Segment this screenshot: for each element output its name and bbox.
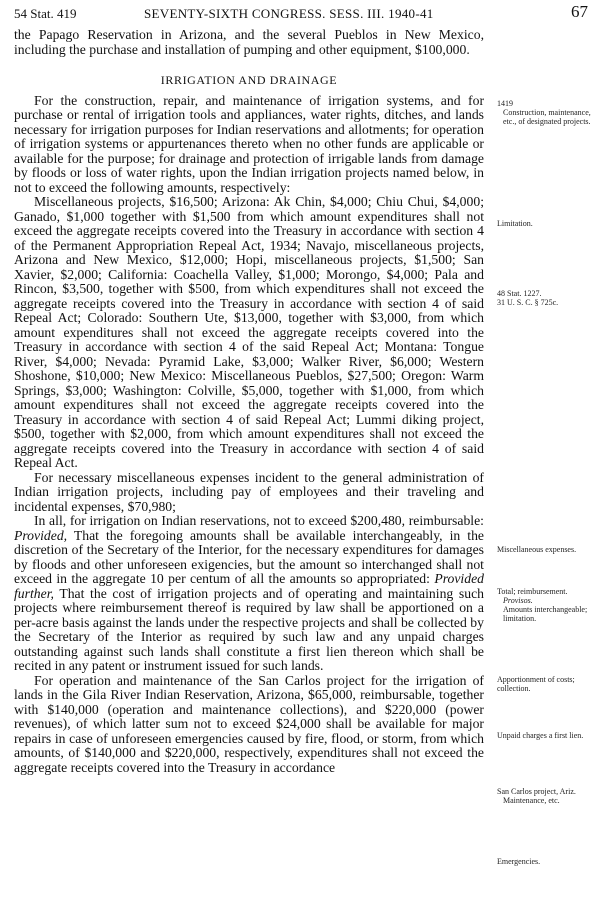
margin-note-limitation: Limitation. xyxy=(497,219,533,228)
margin-note-unpaid: Unpaid charges a first lien. xyxy=(497,731,584,740)
margin-usc-ref: 31 U. S. C. § 725c. xyxy=(497,298,559,307)
paragraph-construction: For the construction, repair, and maintenance of irrigation systems, and for purchase or rental of irrigation tools and appliances, water rights, ditches, and lands necessary for irrigation purposes for Indian reservations and allotments; for operation of irrigation systems or appurtenances thereto when no other funds are applicable or available for the purpose; for drainage and protection of irrigable lands from damage by floods or loss of water rights, upon the Indian irrigation projects named below, in not to exceed the following amounts, respectively: xyxy=(14,92,484,195)
page-number: 67 xyxy=(571,2,588,21)
margin-note-citation xyxy=(497,289,595,307)
paragraph-projects: Miscellaneous projects, $16,500; Arizona: Ak Chin, $4,000; Chiu Chui, $4,000; Ganado, $1,000 together with $1,500 from which amount expenditures shall not exceed the aggregate receipts covered into the Treasury in accordance with section 4 of the Permanent Appropriation Repeal Act, 1934; Navajo, miscellaneous projects, Arizona and New Mexico, $12,000; Hopi, miscellaneous projects, $1,500; San Xavier, $2,000; California: Coachella Valley, $1,000; Morongo, $4,000; Pala and Rincon, $3,500, together with $500, from which expenditures shall not exceed the aggregate receipts covered into the Treasury in accordance with section 4 of said Repeal Act; Colorado: Southern Ute, $13,000, together with $3,000, from which amount expenditures shall not exceed the aggregate receipts covered into the Treasury in accordance with section 4 of the said Repeal Act; Montana: Tongue River, $4,000; Nevada: Pyramid Lake, $3,000; Walker River, $6,000; Western Shoshone, $10,000; New Mexico: Miscellaneous Pueblos, $27,500; Oregon: Warm Springs, $3,000; Washington: Colville, $5,000, together with $1,000, from which amount expenditures shall not exceed the aggregate receipts covered into the Treasury in accordance with section 4 of said Repeal Act; Lummi diking project, $500, together with $2,000, from which amount expenditures shall not exceed the aggregate receipts covered into the Treasury in accordance with section 4 of said Repeal Act. xyxy=(14,194,484,470)
margin-note-emergencies: Emergencies. xyxy=(497,857,541,866)
margin-note-construction xyxy=(497,99,595,126)
running-head: SEVENTY-SIXTH CONGRESS. SESS. III. 1940-41 xyxy=(144,6,434,21)
provided-further-italic: Provided further, xyxy=(14,571,484,601)
margin-san-carlos: San Carlos project, Ariz. xyxy=(497,787,576,796)
margin-stat-ref: 48 Stat. 1227. xyxy=(497,289,542,298)
margin-ref: 1419 xyxy=(497,99,513,108)
margin-provisos: Provisos. xyxy=(503,596,533,605)
margin-interchangeable: Amounts interchangeable; limitation. xyxy=(503,605,588,623)
margin-note-misc-expenses: Miscellaneous expenses. xyxy=(497,545,577,554)
margin-note-san-carlos xyxy=(497,787,595,805)
statute-citation: 54 Stat. 419 xyxy=(14,6,77,21)
page-header xyxy=(14,4,588,24)
main-text xyxy=(14,28,484,775)
margin-note-total xyxy=(497,587,595,623)
paragraph-misc-expenses: For necessary miscellaneous expenses incident to the general administration of Indian irrigation projects, including pay of employees and their traveling and incidental expenses, $70,980; xyxy=(14,469,484,514)
paragraph-san-carlos: For operation and maintenance of the San Carlos project for the irrigation of lands in the Gila River Indian Reservation, Arizona, $65,000, reimbursable, together with $140,000 (operation and maintenance collections), and $220,000 (power revenues), of which latter sum not to exceed $24,000 shall be available for major repairs in case of unforeseen emergencies caused by fire, flood, or storm, from which amounts, of $140,000 and $220,000, respectively, expenditures shall not exceed the aggregate receipts covered into the Treasury in accordance xyxy=(14,672,484,775)
provided-italic: Provided, xyxy=(14,527,68,543)
margin-construction: Construction, maintenance, etc., of designated projects. xyxy=(503,108,591,126)
margin-total: Total; reimbursement. xyxy=(497,587,568,596)
interchange-text: That the foregoing amounts shall be available interchangeably, in the discretion of the Secretary of the Interior, for the necessary expenditures for damages by floods and other unforeseen exigencies, but the amount so interchanged shall not exceed in the aggregate 10 per centum of all the amounts so appropriated: xyxy=(14,527,484,586)
apportion-text: That the cost of irrigation projects and of operating and maintaining such projects where reimbursement thereof is required by law shall be apportioned on a per-acre basis against the lands under the respective projects and shall be collected by the Secretary of the Interior as required by such law and any unpaid charges outstanding against such lands shall constitute a first lien thereon which shall be recited in any patent or instrument issued for such lands. xyxy=(14,585,484,673)
margin-maintenance: Maintenance, etc. xyxy=(503,796,560,805)
section-heading: IRRIGATION AND DRAINAGE xyxy=(160,73,338,87)
in-all-text: In all, for irrigation on Indian reservations, not to exceed $200,480, reimbursable: xyxy=(34,513,484,528)
paragraph-in-all xyxy=(14,514,484,674)
paragraph-papago: the Papago Reservation in Arizona, and the several Pueblos in New Mexico, including the purchase and installation of pumping and other equipment, $100,000. xyxy=(14,27,484,57)
margin-note-apportionment: Apportionment of costs; collection. xyxy=(497,675,575,693)
